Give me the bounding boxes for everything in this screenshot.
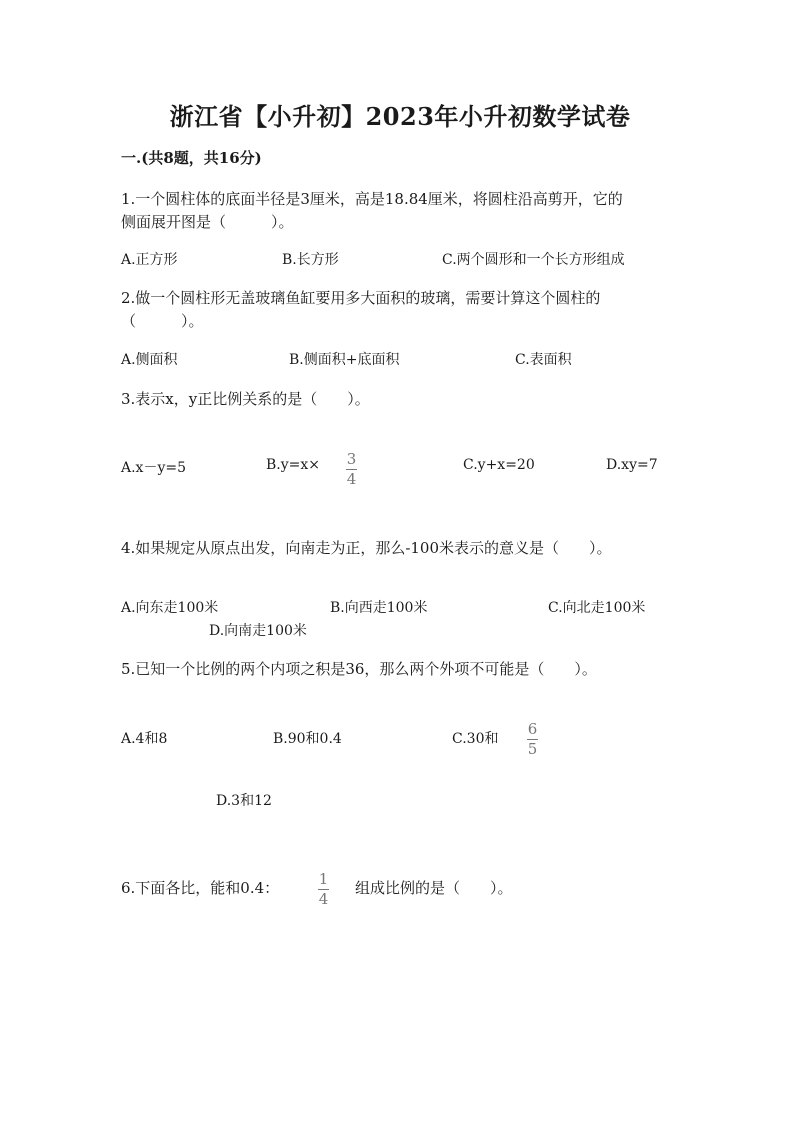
question-6-fraction-numerator: 1: [318, 870, 329, 888]
question-3-fraction: [346, 451, 357, 488]
question-5-option-a: A.4和8: [121, 731, 168, 747]
question-5-fraction: [527, 721, 538, 758]
question-6-fraction-denominator: 4: [318, 890, 329, 908]
question-5-option-d: D.3和12: [216, 793, 272, 809]
question-5-option-c: C.30和: [452, 731, 499, 747]
question-3-option-c: C.y+x=20: [463, 457, 535, 473]
question-1-stem-line-1: 1.一个圆柱体的底面半径是3厘米，高是18.84厘米，将圆柱沿高剪开，它的: [121, 190, 623, 208]
question-5-stem: 5.已知一个比例的两个内项之积是36，那么两个外项不可能是（ ）。: [121, 660, 597, 678]
question-6-stem-part-2: 组成比例的是（ ）。: [355, 879, 513, 897]
question-2-option-c: C.表面积: [515, 352, 572, 368]
question-6-stem-part-1: 6.下面各比，能和0.4：: [121, 879, 280, 897]
question-3-option-a: A.x－y=5: [121, 460, 187, 476]
question-2-stem-line-2: （ ）。: [121, 312, 204, 330]
question-4-option-b: B.向西走100米: [330, 600, 428, 616]
question-3-option-b: B.y=x×: [266, 457, 321, 473]
question-3-option-d: D.xy=7: [606, 457, 658, 473]
question-3-fraction-numerator: 3: [346, 450, 357, 468]
question-1-option-a: A.正方形: [121, 252, 178, 268]
question-2-stem-line-1: 2.做一个圆柱形无盖玻璃鱼缸要用多大面积的玻璃，需要计算这个圆柱的: [121, 289, 601, 307]
question-2-option-b: B.侧面积+底面积: [289, 352, 400, 368]
question-5-fraction-numerator: 6: [527, 720, 538, 738]
question-4-stem: 4.如果规定从原点出发，向南走为正，那么-100米表示的意义是（ ）。: [121, 539, 612, 557]
question-5-fraction-denominator: 5: [527, 740, 538, 758]
question-1-option-b: B.长方形: [282, 252, 339, 268]
question-3-fraction-denominator: 4: [346, 470, 357, 488]
question-4-option-a: A.向东走100米: [121, 600, 219, 616]
question-2-option-a: A.侧面积: [121, 352, 178, 368]
question-1-option-c: C.两个圆形和一个长方形组成: [442, 252, 625, 268]
question-4-option-d: D.向南走100米: [209, 623, 307, 639]
section-header: 一.(共8题，共16分): [121, 149, 262, 167]
question-4-option-c: C.向北走100米: [548, 600, 646, 616]
document-title: 浙江省【小升初】2023年小升初数学试卷: [169, 102, 631, 131]
question-5-option-b: B.90和0.4: [273, 731, 342, 747]
question-6-fraction: [318, 871, 329, 908]
question-1-stem-line-2: 侧面展开图是（ ）。: [121, 213, 294, 231]
question-3-stem: 3.表示x，y正比例关系的是（ ）。: [121, 390, 370, 408]
